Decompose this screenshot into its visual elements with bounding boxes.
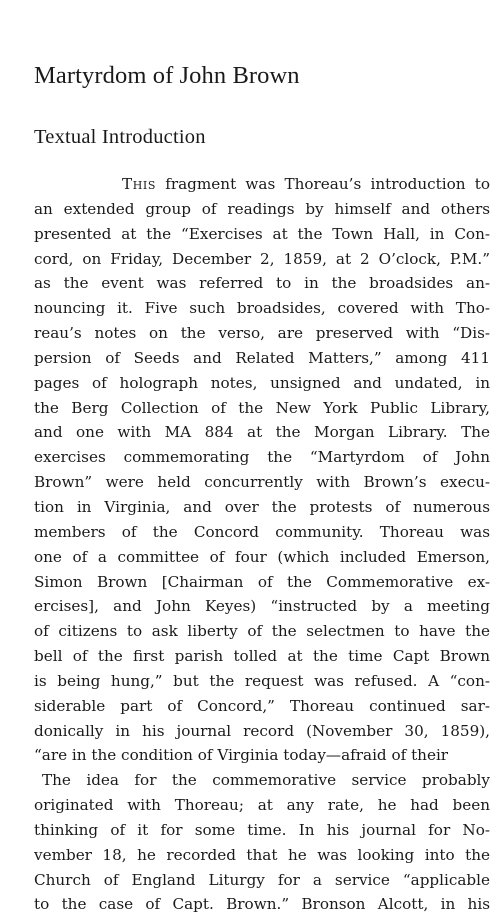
paragraph-1-line: one of a committee of four (which included Emerson, <box>34 547 490 566</box>
paragraph-1-line: is being hung,” but the request was refused. A “con- <box>34 671 490 690</box>
paragraph-1-line: siderable part of Concord,” Thoreau continued sar- <box>34 696 490 715</box>
paragraph-1-line: tion in Virginia, and over the protests of numerous <box>34 497 490 516</box>
paragraph-lead-word: This <box>122 175 157 193</box>
section-title: Textual Introduction <box>34 126 206 148</box>
paragraph-1-line: members of the Concord community. Thoreau was <box>34 522 490 541</box>
body-text <box>34 172 490 917</box>
paragraph-1-line: as the event was referred to in the broadsides an- <box>34 274 490 293</box>
paragraph-2-line: originated with Thoreau; at any rate, he had been <box>34 796 490 815</box>
paragraph-1-line: Brown” were held concurrently with Brown’s execu- <box>34 473 490 492</box>
paragraph-1-line-1 <box>34 172 490 197</box>
paragraph-2-line-1: The idea for the commemorative service probably <box>42 771 490 790</box>
paragraph-1-line: ercises], and John Keyes) “instructed by a meeting <box>34 597 490 616</box>
chapter-title: Martyrdom of John Brown <box>34 62 300 89</box>
paragraph-1-line: pages of holograph notes, unsigned and undated, in <box>34 373 490 392</box>
paragraph-2-line: thinking of it for some time. In his journal for No- <box>34 820 490 839</box>
paragraph-2-line: to the case of Capt. Brown.” Bronson Alcott, in his <box>34 895 490 914</box>
paragraph-1-line: an extended group of readings by himself and others <box>34 199 490 218</box>
paragraph-1-line: Simon Brown [Chairman of the Commemorative ex- <box>34 572 490 591</box>
paragraph-1-line: the Berg Collection of the New York Public Library, <box>34 398 490 417</box>
paragraph-1-line: persion of Seeds and Related Matters,” among 411 <box>34 348 490 367</box>
paragraph-1-last-line: “are in the condition of Virginia today—afraid of their <box>34 746 449 765</box>
paragraph-1-line: of citizens to ask liberty of the selectmen to have the <box>34 622 490 641</box>
paragraph-1-line: bell of the first parish tolled at the time Capt Brown <box>34 647 490 666</box>
paragraph-2-line: vember 18, he recorded that he was looking into the <box>34 845 490 864</box>
paragraph-1-line: exercises commemorating the “Martyrdom of John <box>34 448 490 467</box>
paragraph-2-line: Church of England Liturgy for a service “applicable <box>34 870 490 889</box>
paragraph-1-line: presented at the “Exercises at the Town Hall, in Con- <box>34 224 490 243</box>
paragraph-1-line: reau’s notes on the verso, are preserved with “Dis- <box>34 324 490 343</box>
paragraph-1-line: donically in his journal record (November 30, 1859), <box>34 721 490 740</box>
paragraph-1-line: cord, on Friday, December 2, 1859, at 2 O’clock, P.M.” <box>34 249 490 268</box>
paragraph-1-line-1-text: fragment was Thoreau’s introduction to <box>165 175 490 193</box>
paragraph-1-line: and one with MA 884 at the Morgan Library. The <box>34 423 490 442</box>
paragraph-1-line: nouncing it. Five such broadsides, covered with Tho- <box>34 299 490 318</box>
